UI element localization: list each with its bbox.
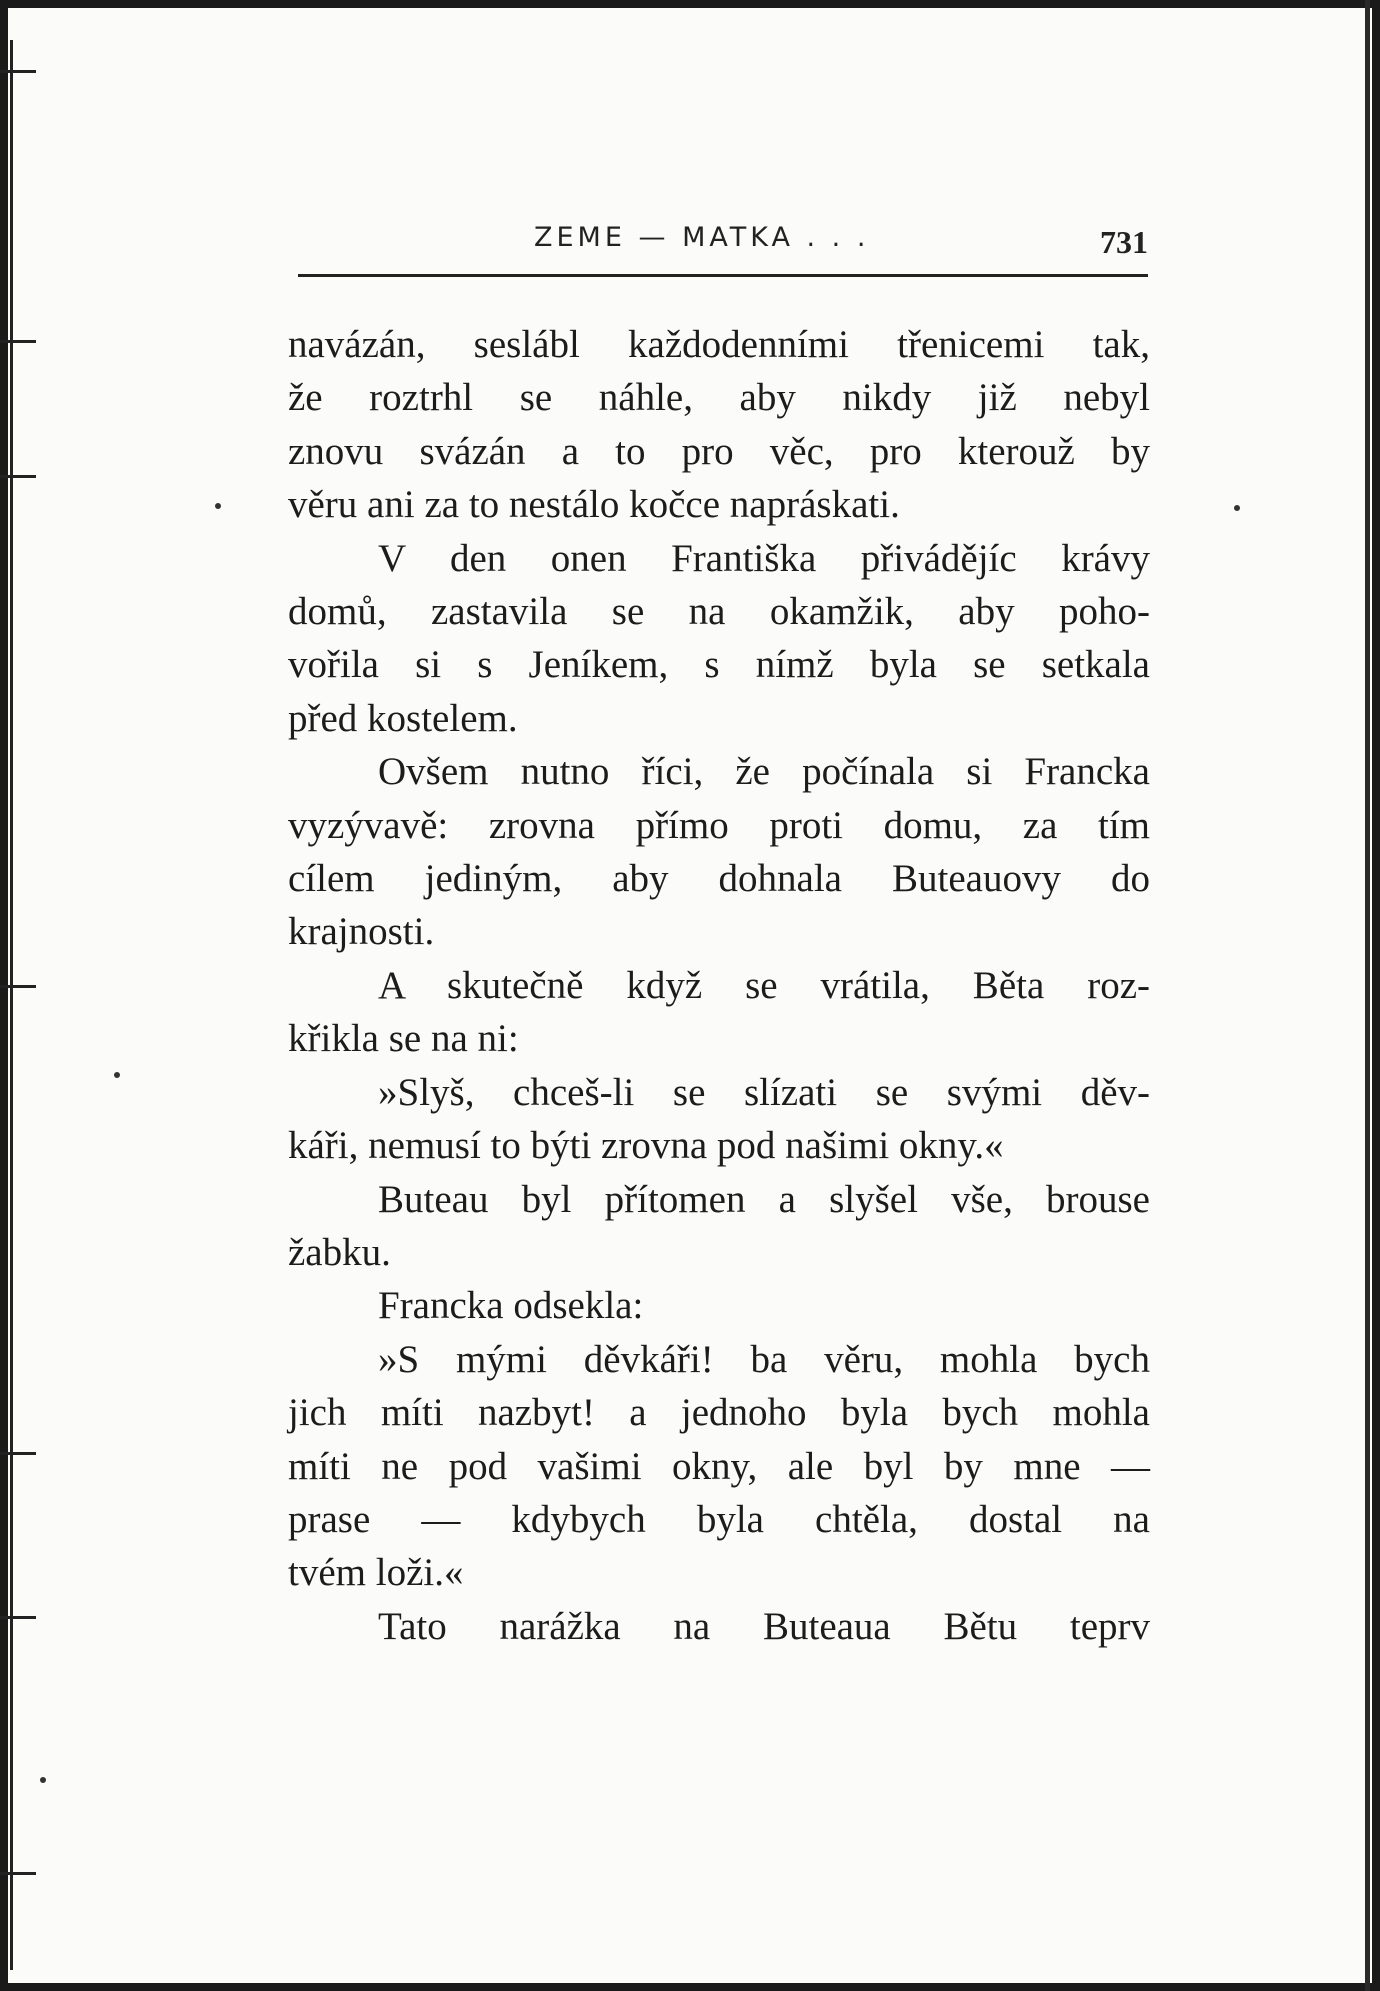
text-line: žabku. (288, 1230, 391, 1274)
text-line: krajnosti. (288, 910, 435, 954)
text-line: tvém loži.« (288, 1551, 464, 1595)
text-line: křikla se na ni: (288, 1017, 519, 1061)
text-line: V den onen Františka přivádějíc krávy (378, 536, 1150, 580)
text-line: káři, nemusí to býti zrovna pod našimi okny.« (288, 1124, 1004, 1168)
body-text (288, 318, 1150, 1653)
scan-speck (1234, 505, 1240, 511)
text-line: »S mými děvkáři! ba věru, mohla bych (378, 1337, 1150, 1381)
page-number: 731 (1100, 224, 1148, 260)
page-left-edge (10, 40, 13, 1970)
text-line: A skutečně když se vrátila, Běta roz- (378, 963, 1150, 1007)
running-title: ZEME — MATKA . . . (534, 222, 870, 253)
scan-speck (40, 1777, 46, 1783)
scan-speck (114, 1072, 120, 1078)
text-line: prase — kdybych byla chtěla, dostal na (288, 1497, 1150, 1541)
text-line: cílem jediným, aby dohnala Buteauovy do (288, 857, 1150, 901)
page-edge-mark (0, 1872, 36, 1875)
text-line: že roztrhl se náhle, aby nikdy již nebyl (288, 376, 1150, 420)
text-line: vyzývavě: zrovna přímo proti domu, za tím (288, 803, 1150, 847)
page-edge-mark (0, 70, 36, 73)
text-line: Buteau byl přítomen a slyšel vše, brouse (378, 1177, 1150, 1221)
text-line: věru ani za to nestálo kočce napráskati. (288, 483, 900, 527)
text-line: znovu svázán a to pro věc, pro kterouž by (288, 429, 1150, 473)
text-line: před kostelem. (288, 696, 518, 740)
page-edge-mark (0, 340, 36, 343)
text-line: »Slyš, chceš-li se slízati se svými děv- (378, 1070, 1150, 1114)
page-edge-mark (0, 1452, 36, 1455)
scan-speck (215, 503, 221, 509)
page-edge-mark (0, 1616, 36, 1619)
text-line: domů, zastavila se na okamžik, aby poho- (288, 590, 1150, 634)
text-line: Ovšem nutno říci, že počínala si Francka (378, 750, 1150, 794)
page-right-edge (1365, 0, 1370, 1991)
page-header (298, 218, 1148, 277)
text-line: míti ne pod vašimi okny, ale byl by mne — (288, 1444, 1150, 1488)
text-line: navázán, seslábl každodenními třenicemi tak, (288, 323, 1150, 366)
text-line: Francka odsekla: (378, 1284, 644, 1328)
text-line: Tato narážka na Buteaua Bětu teprv (378, 1604, 1150, 1648)
page-edge-mark (0, 985, 36, 988)
text-line: jich míti nazbyt! a jednoho byla bych mohla (288, 1391, 1150, 1435)
page-edge-mark (0, 475, 36, 478)
text-line: vořila si s Jeníkem, s nímž byla se setkala (288, 643, 1150, 687)
